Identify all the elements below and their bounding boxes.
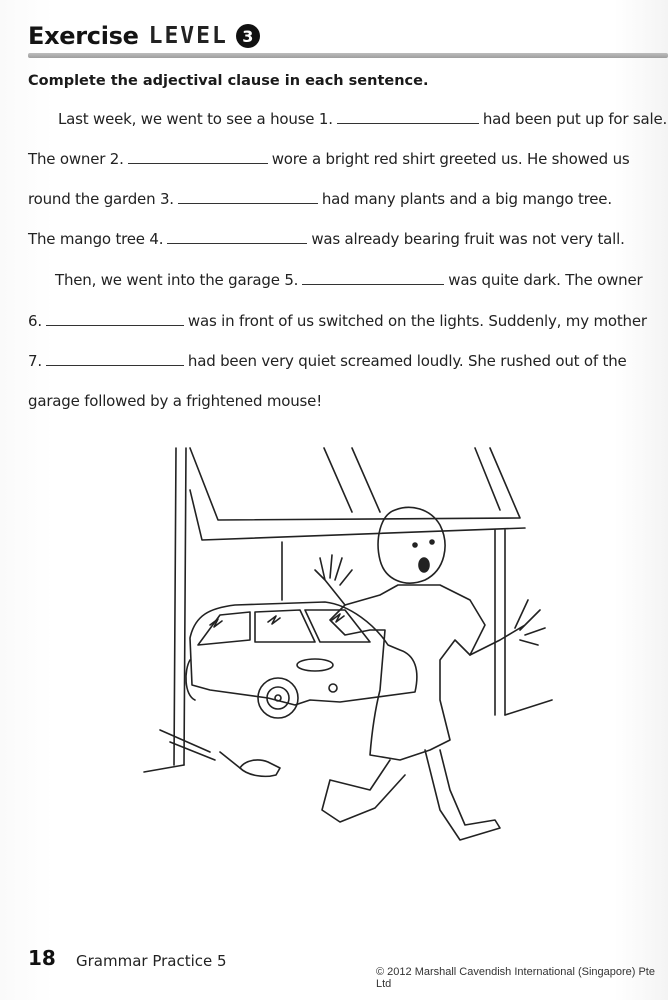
answer-blank-5[interactable] — [302, 283, 444, 285]
line-text-post: had been very quiet screamed loudly. She rushed out of the — [187, 352, 627, 370]
line-text-pre: 7. — [28, 352, 42, 370]
level-number-badge: 3 — [236, 24, 260, 48]
copyright-text: © 2012 Marshall Cavendish International (Singapore) Pte Ltd — [376, 966, 655, 990]
line-text-post: was in front of us switched on the lights. Suddenly, my mother — [187, 312, 647, 330]
line-text-post: wore a bright red shirt greeted us. He showed us — [271, 150, 630, 168]
answer-blank-6[interactable] — [46, 324, 184, 326]
line-text-post: had many plants and a big mango tree. — [321, 190, 612, 208]
passage-line-1 — [58, 110, 667, 128]
answer-blank-2[interactable] — [128, 162, 268, 164]
passage-line-8 — [28, 392, 322, 410]
passage-line-3 — [28, 190, 612, 208]
passage-line-6 — [28, 312, 647, 330]
line-text-post: had been put up for sale. — [482, 110, 668, 128]
answer-blank-4[interactable] — [167, 242, 307, 244]
answer-blank-7[interactable] — [46, 364, 184, 366]
garage-scene-illustration — [140, 430, 560, 860]
line-text-pre: garage followed by a frightened mouse! — [28, 392, 323, 410]
book-title: Grammar Practice 5 — [76, 952, 227, 970]
line-text-pre: The owner 2. — [28, 150, 124, 168]
line-text-pre: 6. — [28, 312, 42, 330]
line-text-post: was already bearing fruit was not very tall. — [311, 230, 625, 248]
title-exercise: Exercise — [28, 22, 139, 50]
line-text-pre: The mango tree 4. — [28, 230, 164, 248]
title-level: LEVEL — [148, 23, 228, 49]
answer-blank-3[interactable] — [178, 202, 318, 204]
line-text-pre: Last week, we went to see a house 1. — [58, 110, 333, 128]
passage-line-2 — [28, 150, 630, 168]
line-text-pre: Then, we went into the garage 5. — [55, 271, 299, 289]
exercise-title — [28, 22, 260, 50]
page-number: 18 — [28, 946, 56, 970]
instruction-text: Complete the adjectival clause in each sentence. — [28, 73, 429, 89]
line-text-pre: round the garden 3. — [28, 190, 174, 208]
passage-line-5 — [55, 271, 642, 289]
line-text-post: was quite dark. The owner — [448, 271, 643, 289]
title-underline-divider — [28, 53, 668, 58]
passage-line-7 — [28, 352, 627, 370]
passage-line-4 — [28, 230, 625, 248]
answer-blank-1[interactable] — [337, 122, 479, 124]
